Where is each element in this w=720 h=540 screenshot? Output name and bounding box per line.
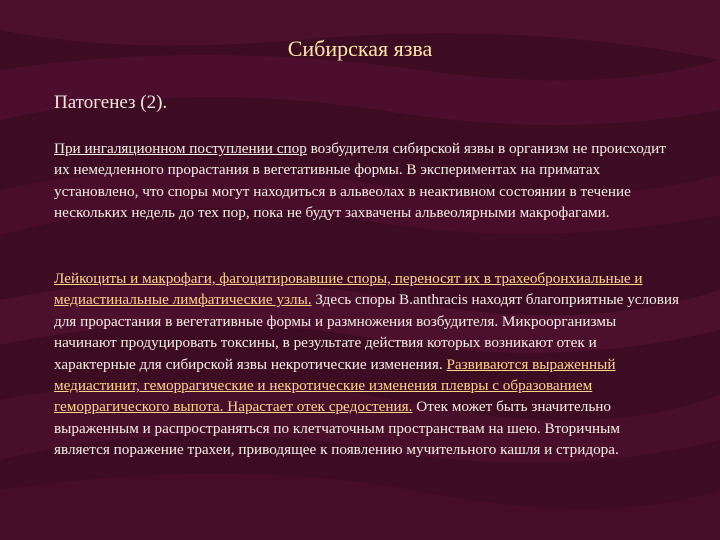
paragraph-2-text-1: Здесь споры B.anthracis находят благоприятные условия для прорастания в вегетативные формы и размножения возбудителя. Микроорганизмы начинают продуцировать токсины, в результате действия которых возникают отек и характерные для сибирской язвы некротические изменения. [54,291,679,373]
paragraph-1 [54,138,679,224]
paragraph-2 [54,268,679,461]
highlight-lymph-nodes: Лейкоциты и макрофаги, фагоцитировавшие споры, переносят их в трахеобронхиальные и медиастинальные лимфатические узлы. [54,270,643,309]
highlight-mediastinitis: Развиваются выраженный медиастинит, геморрагические и некротические изменения плевры с образованием геморрагического выпота. Нарастает отек средостения. [54,355,616,416]
paragraph-2-text-2: Отек может быть значительно выраженным и распространяться по клетчаточным пространствам на шею. Вторичным является поражение трахеи, приводящее к появлению мучительного кашля и стридора. [54,398,620,459]
slide-title: Сибирская язва [287,36,433,61]
slide-subtitle: Патогенез (2). [54,92,168,113]
paragraph-1-text: возбудителя сибирской язвы в организм не происходит их немедленного прорастания в вегетативные формы. В экспериментах на приматах установлено, что споры могут находиться в альвеолах в неактивном состоянии в течение нескольких недель до тех пор, пока не будут захвачены альвеолярными макрофагами. [54,140,666,222]
paragraph-1-underlined: При ингаляционном поступлении спор [54,140,307,157]
